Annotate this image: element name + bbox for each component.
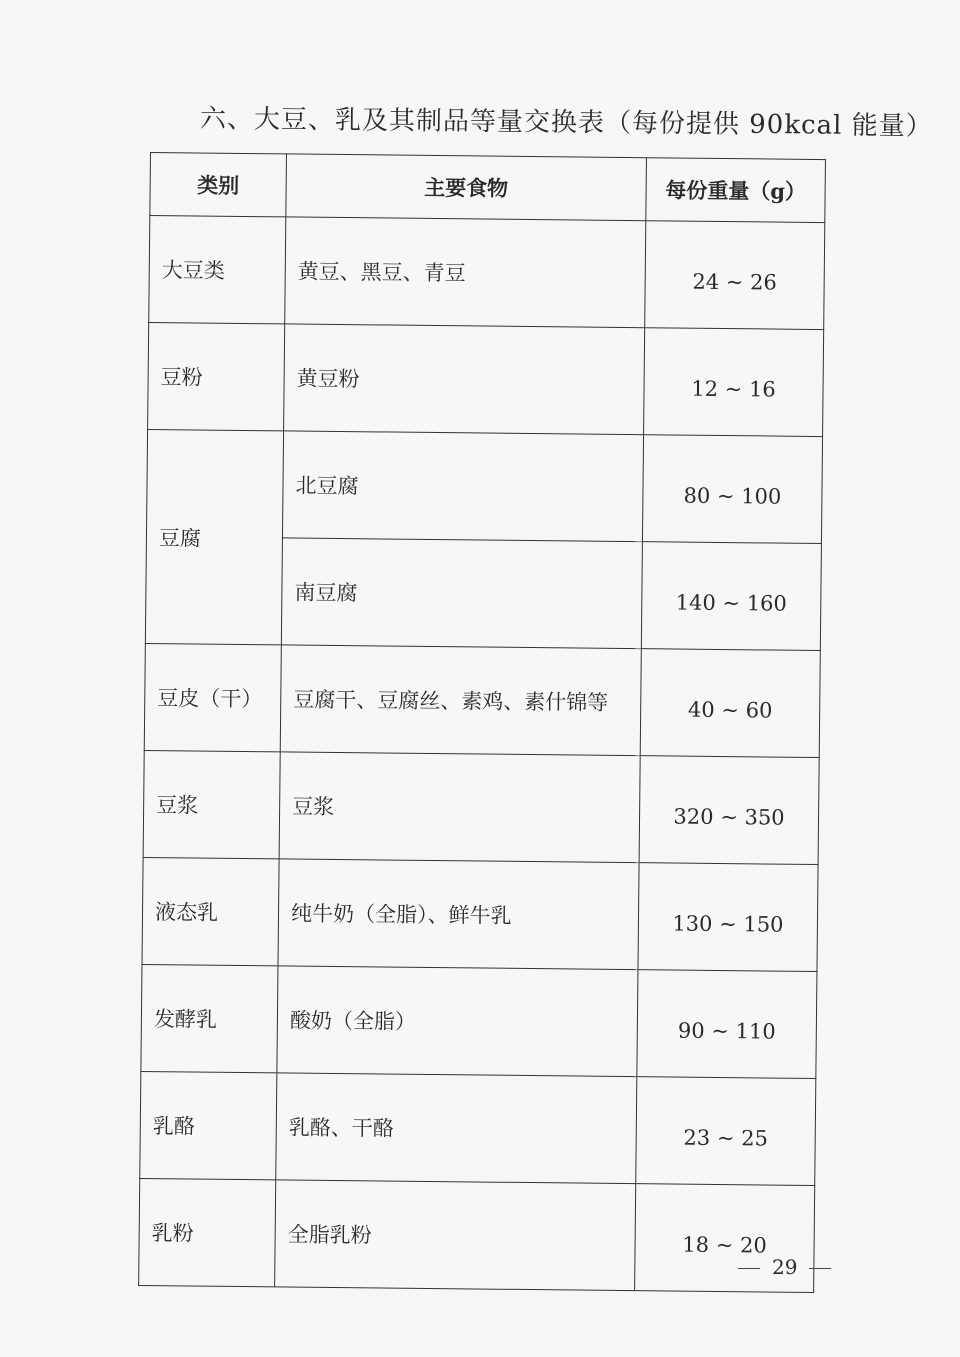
food-cell: 黄豆、黑豆、青豆 (285, 217, 646, 328)
page-number: 29 (772, 1255, 798, 1279)
page-title: 六、大豆、乳及其制品等量交换表（每份提供 90kcal 能量） (199, 104, 933, 142)
category-cell: 大豆类 (149, 216, 286, 324)
table-row (142, 857, 818, 971)
food-cell: 酸奶（全脂） (277, 966, 638, 1077)
table-row (141, 964, 817, 1078)
weight-cell: 24 ~ 26 (645, 221, 825, 330)
weight-cell: 90 ~ 110 (637, 970, 817, 1079)
footer-dash-right (809, 1268, 831, 1269)
category-cell: 豆浆 (143, 750, 280, 858)
category-cell: 乳粉 (139, 1178, 276, 1286)
food-cell: 北豆腐 (282, 431, 643, 542)
weight-cell: 23 ~ 25 (636, 1077, 816, 1186)
table-header-row (150, 153, 826, 223)
weight-cell: 40 ~ 60 (640, 649, 820, 758)
food-cell: 黄豆粉 (284, 324, 645, 435)
weight-cell: 320 ~ 350 (639, 756, 819, 865)
food-cell: 纯牛奶（全脂）、鲜牛乳 (278, 859, 639, 970)
weight-cell: 80 ~ 100 (642, 435, 822, 544)
category-cell: 发酵乳 (141, 964, 278, 1072)
food-cell: 乳酪、干酪 (276, 1073, 637, 1184)
header-food: 主要食物 (286, 154, 647, 221)
category-cell: 豆粉 (148, 322, 285, 430)
table-row (143, 750, 819, 864)
table-row (149, 216, 825, 330)
category-cell: 豆腐 (145, 429, 283, 644)
category-cell: 乳酪 (140, 1071, 277, 1179)
page-footer (726, 1255, 843, 1279)
food-cell: 豆浆 (279, 752, 640, 863)
category-cell: 液态乳 (142, 857, 279, 965)
weight-cell: 130 ~ 150 (638, 863, 818, 972)
table-row (139, 1178, 815, 1292)
food-cell: 豆腐干、豆腐丝、素鸡、素什锦等 (280, 645, 641, 756)
food-cell: 全脂乳粉 (275, 1180, 636, 1291)
exchange-table-container (138, 152, 825, 1293)
exchange-table (138, 152, 826, 1293)
table-row (146, 429, 822, 543)
table-row (144, 643, 820, 757)
food-cell: 南豆腐 (281, 538, 642, 649)
weight-cell: 18 ~ 20 (635, 1184, 815, 1293)
weight-cell: 140 ~ 160 (641, 542, 821, 651)
header-category: 类别 (150, 153, 287, 217)
table-row (140, 1071, 816, 1185)
table-row (148, 322, 824, 436)
category-cell: 豆皮（干） (144, 643, 281, 751)
header-weight: 每份重量（g） (646, 158, 826, 223)
footer-dash-left (738, 1268, 760, 1269)
weight-cell: 12 ~ 16 (644, 328, 824, 437)
